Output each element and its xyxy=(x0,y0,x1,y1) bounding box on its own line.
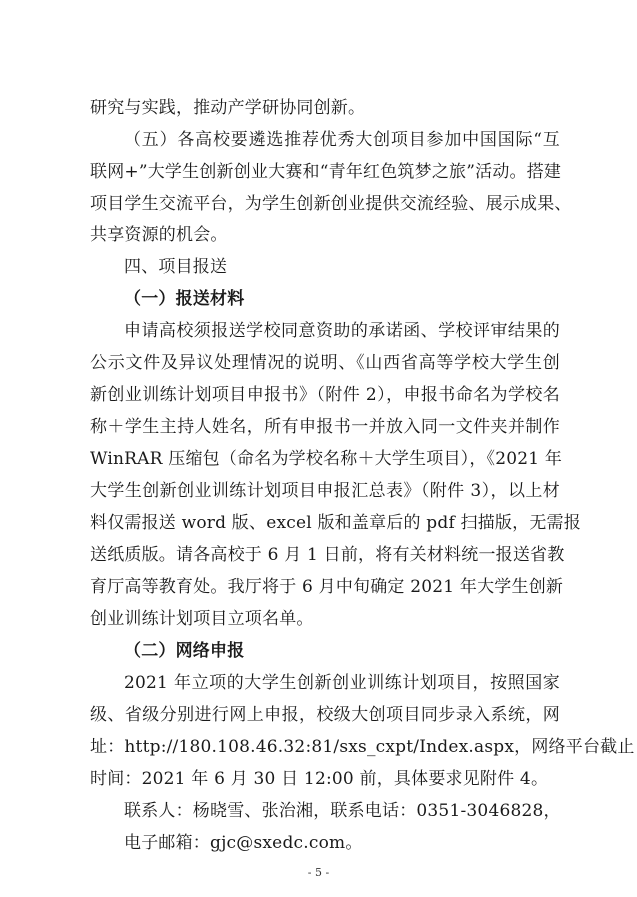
paragraph-line: 级、省级分别进行网上申报，校级大创项目同步录入系统，网 xyxy=(90,705,560,725)
paragraph-line: 称＋学生主持人姓名，所有申报书一并放入同一文件夹并制作 xyxy=(90,417,560,437)
paragraph-line: 联网+”大学生创新创业大赛和“青年红色筑梦之旅”活动。搭建 xyxy=(90,162,562,182)
section-heading: 四、项目报送 xyxy=(124,257,228,277)
subsection-heading: （一）报送材料 xyxy=(124,289,245,309)
paragraph-line: 育厅高等教育处。我厅将于 6 月中旬确定 2021 年大学生创新 xyxy=(90,577,564,597)
paragraph-line: 料仅需报送 word 版、excel 版和盖章后的 pdf 扫描版，无需报 xyxy=(90,513,581,533)
paragraph-line: 项目学生交流平台，为学生创新创业提供交流经验、展示成果、 xyxy=(90,194,572,214)
paragraph-line: 大学生创新创业训练计划项目申报汇总表》（附件 3），以上材 xyxy=(90,481,560,501)
paragraph-line: 公示文件及异议处理情况的说明、《山西省高等学校大学生创 xyxy=(90,353,560,373)
paragraph-line: WinRAR 压缩包（命名为学校名称＋大学生项目），《2021 年 xyxy=(90,449,563,469)
subsection-heading: （二）网络申报 xyxy=(124,641,245,661)
paragraph-line: 申请高校须报送学校同意资助的承诺函、学校评审结果的 xyxy=(124,321,560,341)
page-number: - 5 - xyxy=(307,866,330,879)
paragraph-line: 新创业训练计划项目申报书》（附件 2），申报书命名为学校名 xyxy=(90,385,560,405)
paragraph-line: （五）各高校要遴选推荐优秀大创项目参加中国国际“互 xyxy=(124,130,560,150)
email-line: 电子邮箱：gjc@sxedc.com。 xyxy=(124,833,363,853)
paragraph-line: 创业训练计划项目立项名单。 xyxy=(90,609,314,629)
paragraph-line: 址：http://180.108.46.32:81/sxs_cxpt/Index.aspx，网络平台截止 xyxy=(90,737,635,757)
paragraph-line: 研究与实践，推动产学研协同创新。 xyxy=(90,98,366,118)
contact-line: 联系人：杨晓雪、张治湘，联系电话：0351-3046828， xyxy=(124,801,561,821)
paragraph-line: 2021 年立项的大学生创新创业训练计划项目，按照国家 xyxy=(124,673,560,693)
paragraph-line: 共享资源的机会。 xyxy=(90,225,228,245)
paragraph-line: 时间：2021 年 6 月 30 日 12:00 前，具体要求见附件 4。 xyxy=(90,769,549,789)
paragraph-line: 送纸质版。请各高校于 6 月 1 日前，将有关材料统一报送省教 xyxy=(90,545,565,565)
